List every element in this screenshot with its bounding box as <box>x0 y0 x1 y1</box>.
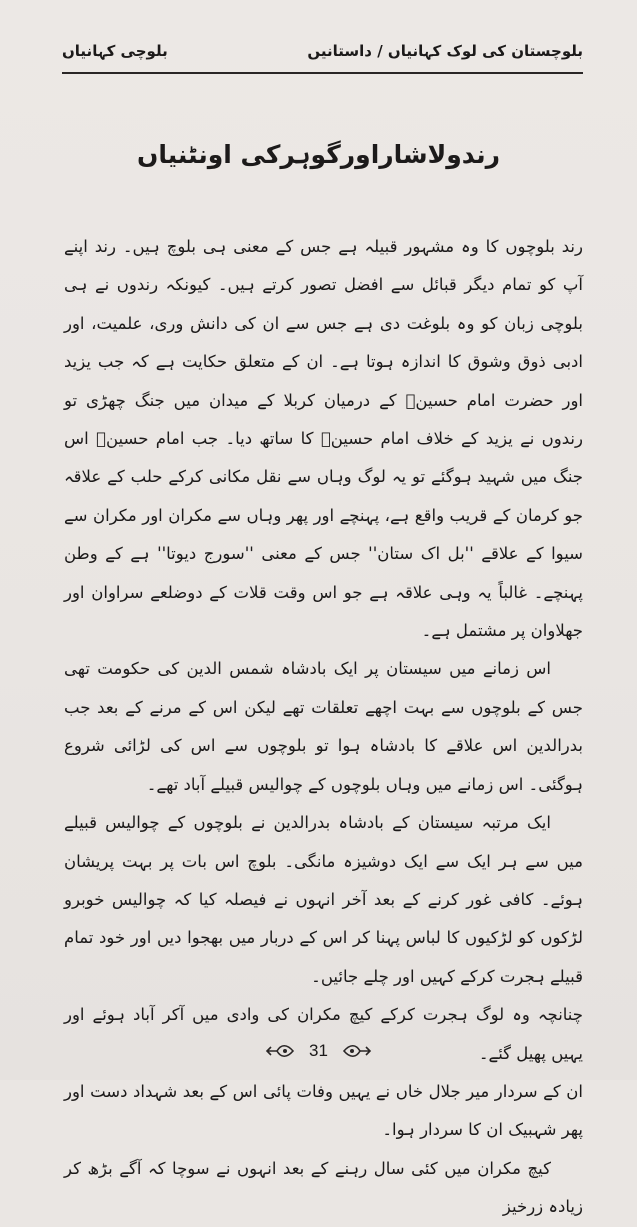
header-section-title: بلوچی کہانیاں <box>62 42 168 60</box>
page-number: 31 <box>309 1041 328 1060</box>
ornament-left-icon <box>265 1042 295 1060</box>
page-footer <box>0 1038 637 1064</box>
ornament-right-icon <box>342 1042 372 1060</box>
story-body <box>64 228 583 1227</box>
running-header <box>62 38 583 74</box>
paragraph: ایک مرتبہ سیستان کے بادشاہ بدرالدین نے بلوچوں کے چوالیس قبیلے میں سے ہر ایک سے ایک دوشیزہ مانگی۔ بلوچ اس بات پر بہت پریشان ہوئے۔ کافی غور کرنے کے بعد آخر انہوں نے فیصلہ کیا کہ چوالیس خوبرو لڑکوں کو لڑکیوں کا لباس پہنا کر اس کے دربار میں بھجوا دیں اور خود تمام قبیلے ہجرت کرکے کہیں اور چلے جائیں۔ <box>64 813 583 986</box>
header-book-title: بلوچستان کی لوک کہانیاں / داستانیں <box>307 42 583 60</box>
paragraph: اس زمانے میں سیستان پر ایک بادشاہ شمس الدین کی حکومت تھی جس کے بلوچوں سے بہت اچھے تعلقات تھے لیکن اس کے مرنے کے بعد جب بدرالدین اس علاقے کا بادشاہ ہوا تو بلوچوں سے اس کی لڑائی شروع ہوگئی۔ اس زمانے میں وہاں بلوچوں کے چوالیس قبیلے آباد تھے۔ <box>64 659 583 794</box>
paragraph: چنانچہ وہ لوگ ہجرت کرکے کیچ مکران کی وادی میں آکر آباد ہوئے اور یہیں پھیل گئے۔ <box>64 1005 583 1063</box>
paragraph: ان کے سردار میر جلال خاں نے یہیں وفات پائی اس کے بعد شہداد دست اور پھر شہبیک ان کا سردار ہوا۔ <box>64 1081 583 1140</box>
header-rule <box>62 72 583 74</box>
paragraph: کیچ مکران میں کئی سال رہنے کے بعد انہوں نے سوچا کہ آگے بڑھ کر زیادہ زرخیز <box>64 1158 583 1217</box>
chapter-title: رندولاشاراورگوہرکی اونٹنیاں <box>136 140 501 169</box>
paragraph: رند بلوچوں کا وہ مشہور قبیلہ ہے جس کے معنی ہی بلوچ ہیں۔ رند اپنے آپ کو تمام دیگر قبائل سے افضل تصور کرتے ہیں۔ کیونکہ رندوں نے ہی بلوچی زبان کو وہ بلوغت دی ہے جس سے ان کی دانش وری، علمیت، اور ادبی ذوق وشوق کا اندازہ ہوتا ہے۔ ان کے متعلق حکایت ہے کہ جب یزید اور حضرت امام حسینؓ کے درمیان کربلا کے میدان میں جنگ چھڑی تو رندوں نے یزید کے خلاف امام حسینؓ کا ساتھ دیا۔ جب امام حسینؓ اس جنگ میں شہید ہوگئے تو یہ لوگ وہاں سے نقل مکانی کرکے حلب کے علاقہ جو کرمان کے قریب واقع ہے، پہنچے اور پھر وہاں سے مکران اور مکران سے سیوا کے علاقے ''بل اک ستان'' جس کے معنی ''سورج دیوتا'' ہے کے وطن پہنچے۔ غالباً یہ وہی علاقہ ہے جو اس وقت قلات کے دوضلعے سراوان اور جھلاوان پر مشتمل ہے۔ <box>64 237 583 641</box>
